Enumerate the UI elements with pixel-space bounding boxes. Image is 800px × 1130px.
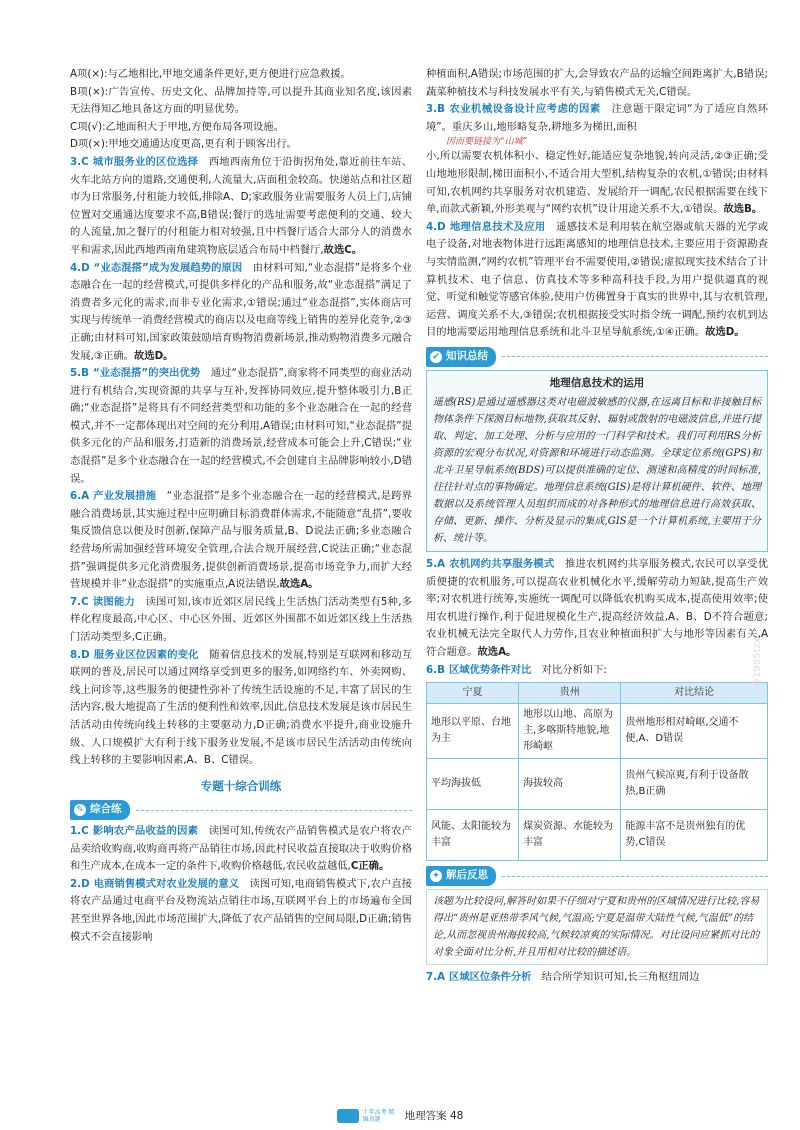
comp-answer-3: 3.B 农业机械设备设计应考虑的因素 注意题干限定词“为了适应自然环境”。重庆多山,地形略复杂,耕地多为梯田,面积 [426, 103, 769, 133]
key-point: 服务业区位因素的变化 [93, 648, 199, 661]
reflection-tag: ✦ 解后反思 [426, 866, 496, 886]
table-cell: 平均海拔低 [427, 759, 519, 810]
table-cell: 风能、太阳能较为丰富 [427, 810, 519, 861]
table-cell: 贵州气候凉爽,有利于设备散热,B正确 [621, 759, 768, 810]
page-footer [0, 1108, 800, 1123]
key-point: 影响农产品收益的因素 [92, 824, 199, 837]
leaf-icon: ✎ [74, 804, 86, 816]
key-point: 产业发展措施 [93, 490, 157, 503]
handwritten-note: 因而要链接为“山城” [446, 137, 528, 148]
option-a-analysis: A项(×):与乙地相比,甲地交通条件更好,更方便进行应急救援。 [70, 68, 351, 80]
answer-3: 3.C 城市服务业的区位选择 西地西南角位于沿街拐角处,靠近前往车站、火车北站方向的道路,交通便利,人流量大,店面租金较高。快递站点和社区超市为日常服务,付租能力较低,排除A、D;家政服务业需要服务人员上门,店铺位置对交通通达度要求不高,B错误;餐厅的选址需要考虑便利的交通、较大的人流量,加之餐厅的付租能力相对较强,且中档餐厅适合大部分人的消费水平和需求,因此西地西南角建筑物底层适合布局中档餐厅,故选C。 [70, 155, 412, 256]
watermark: @1985tzx [752, 637, 763, 688]
tag-row [70, 800, 412, 820]
table-cell: 地形以山地、高原为主,多喀斯特地貌,地形崎岖 [519, 704, 621, 759]
comp-answer-1: 1.C 影响农产品收益的因素 读图可知,传统农产品销售模式是农户将农产品卖给收购商,收购商再将产品销往市场,因此村民收益直接取决于收购价格和生产成本,在成本一定的条件下,收购价格越低,农民收益越低,C正确。 [70, 824, 412, 873]
page-number: 48 [449, 1110, 464, 1122]
divider [502, 356, 768, 357]
key-point: “业态混搭”成为发展趋势的原因 [93, 261, 243, 274]
table-row [427, 810, 768, 861]
key-point: 读图能力 [92, 595, 136, 608]
summary-title: 地理信息技术的运用 [549, 376, 645, 389]
table-row [427, 704, 768, 759]
tag-row [426, 347, 768, 367]
key-point: 农业机械设备设计应考虑的因素 [448, 103, 601, 116]
table-row [427, 759, 768, 810]
left-column [70, 66, 412, 946]
comp-answer-3-cont: 小,所以需要农机体积小、稳定性好,能适应复杂地貌,转向灵活,②③正确;受山地地形限制,梯田面积小,不适合用大型机,结构复杂的农机,①错误;由材料可知,农机网约共享服务对农机建造、发展给开一调配,农民根据需要在线下单,而款式新颖,外形美观与“网约农机”设计用途关系不大,①错误。故选B。 [426, 150, 768, 216]
table-header: 宁夏 [427, 683, 519, 704]
answer-7: 7.C 读图能力 读图可知,该市近郊区居民线上生活热门活动类型有5种,多样化程度最高,中心区、中心区外围、近郊区外围都不如近郊区线上生活热门活动类型多,C正确。 [70, 595, 413, 643]
comp-answer-4: 4.D 地理信息技术及应用 遥感技术是利用装在航空器或航天器的光学或电子设备,对地表物体进行远距离感知的地理信息技术,主要应用于资源勘查与实情监测,“网约农机”管理平台不需要使用,②错误;虚拟现实技术结合了计算机技术、电子信息、仿真技术等多种高科技手段,为用户提供逼真的视觉、听觉和触觉等感官体验,使用户仿佛置身于真实的世界中,其与农机管理,运营、调度关系不大,③错误;农机根据接受实时指令统一调配,预约农机到达目的地需要运用地理信息系统和北斗卫星导航系统,①④正确。故选D。 [426, 220, 769, 339]
table-cell: 贵州地形相对崎岖,交通不便,A、D错误 [621, 704, 768, 759]
key-point: 城市服务业的区位选择 [92, 155, 199, 168]
key-point: 农机网约共享服务模式 [449, 558, 555, 571]
right-column [426, 66, 768, 986]
footer-label: 地理答案 [404, 1110, 447, 1122]
book-icon: ✔ [430, 351, 442, 363]
comp-answer-5: 5.A 农机网约共享服务模式 推进农机网约共享服务模式,农民可以享受优质便捷的农机服务,可以提高农业机械化水平,缓解劳动力短缺,提高生产效率;对农机进行统筹,实施统一调配可以降低农机购买成本,提高使用效率;使用农机进行操作,利于促进规模化生产,提高经济效益,A、B、D不符合题意;农业机械无法完全取代人力劳作,且农业种植面积扩大与地形等因素有关,A符合题意。故选A。 [426, 558, 768, 659]
divider [502, 876, 768, 877]
comp-answer-2: 2.D 电商销售模式对农业发展的意义 读图可知,电商销售模式下,农户直接将农产品通过电商平台及物流站点销往市场,互联网平台上的市场遍布全国甚至世界各地,因此市场范围扩大,降低了农产品销售的空间局限,D正确;销售模式不会直接影响 [70, 877, 413, 943]
option-c-analysis: C项(√):乙地面积大于甲地,方便布局各项设施。 [70, 120, 284, 133]
key-point: 区域区位条件分析 [449, 970, 532, 983]
table-cell: 能源丰富不是贵州独有的优势,C错误 [621, 810, 768, 861]
divider [136, 810, 413, 811]
table-cell: 煤炭资源、水能较为丰富 [519, 810, 621, 861]
key-point: 区域优势条件对比 [448, 663, 532, 676]
table-cell: 海拔较高 [519, 759, 621, 810]
comp-answer-6: 6.B 区域优势条件对比 对比分析如下: [426, 663, 607, 676]
answer-5: 5.B “业态混搭”的突出优势 通过“业态混搭”,商家将不同类型的商业活动进行有机结合,实现资源的共享与互补,发挥协同效应,提升整体吸引力,B正确;“业态混搭”是将具有不同经营类型和功能的多个业态融合在一起的经营模式,并不一定都体现出对空间的充分利用,A错误;由材料可知,“业态混搭”提供多元化的产品和服务,打造新的消费场景,经营成本可能会上升,C错误;“业态混搭”是多个业态融合在一起的经营模式,不会创建自主品牌影响较小,D错误。 [70, 367, 412, 485]
comprehensive-tag: ✎ 综合练 [70, 800, 130, 820]
option-b-analysis: B项(×):广告宣传、历史文化、品牌加持等,可以提升其商业知名度,该因素无法得知乙地具备这方面的明显优势。 [70, 85, 412, 116]
table-header: 对比结论 [621, 683, 768, 704]
key-point: 电商销售模式对农业发展的意义 [93, 877, 240, 890]
comparison-table [426, 682, 768, 861]
publisher-logo-text: 十年高考 精编真题 [362, 1109, 395, 1123]
publisher-logo-icon [337, 1109, 359, 1123]
answer-8: 8.D 服务业区位因素的变化 随着信息技术的发展,特别是互联网和移动互联网的普及,居民可以通过网络享受到更多的服务,如网络约车、外卖网购、线上问诊等,这些服务的便捷性弥补了传统生活设施的不足,丰富了居民的生活内容,极大地提高了生活的便利性和效率,因此,信息技术发展是该市居民生活活动由传统向线上转移的主要驱动力,D正确;消费水平提升,商业设施升级、人口规模扩大有利于线下服务业发展,不是该市居民生活活动由传统向线上转移的主要影响因素,A、B、C错误。 [70, 648, 413, 767]
reflection-text: 该题为比较设问,解答时如果不仔细对宁夏和贵州的区域情况进行比较,容易得出“贵州是亚热带季风气候,气温高;宁夏是温带大陆性气候,气温低”的结论,从而忽视贵州海拔较高,气候较凉爽的实际情况。对比设问应紧抓对比的对象全面对比分析,并且用相对比较的描述语。 [426, 889, 768, 965]
answer-6: 6.A 产业发展措施 “业态混搭”是多个业态融合在一起的经营模式,是跨界融合消费场景,其实施过程中应明确目标消费群体需求,不能随意“乱搭”,要收集反馈信息以便及时创新,保障产品与服务质量,B、D说法正确;多业态融合经营场所需加强经营环境安全管理,合法合规开展经营,C说法正确;“业态混搭”强调提供多元化消费服务,提供创新消费场景,提高市场竞争力,而扩大经营规模并非“业态混搭”的实施重点,A说法错误,故选A。 [70, 490, 412, 591]
comp-answer-7: 7.A 区域区位条件分析 结合所学知识可知,长三角枢纽周边 [426, 970, 700, 983]
option-d-analysis: D项(×):甲地交通通达度更高,更有利于顾客出行。 [70, 138, 297, 151]
answer-4: 4.D “业态混搭”成为发展趋势的原因 由材料可知,“业态混搭”是将多个业态融合在一起的经营模式,可提供多样化的产品和服务,故“业态混搭”满足了消费者多元化的需求,而非专业化需求,①错误;通过“业态混搭”,实体商店可实现与传统单一消费经营模式的商店以及电商等线上销售的差异化竞争,②③正确;由材料可知,国家政策鼓励培育购物消费新场景,推动购物消费多元融合发展,③正确。故选D。 [70, 261, 412, 362]
comp-answer-2-cont: 种植面积,A错误;市场范围的扩大,会导致农产品的运输空间距离扩大,B错误;蔬菜种植技术与科技发展水平有关,与销售模式无关,C错误。 [426, 68, 768, 98]
knowledge-summary-box [426, 370, 768, 553]
table-cell: 地形以平原、台地为主 [427, 704, 519, 759]
key-point: “业态混搭”的突出优势 [92, 367, 201, 380]
table-header-row [427, 683, 768, 704]
summary-text: 遥感(RS)是通过遥感器这类对电磁波敏感的仪器,在远离目标和非接触目标物体条件下探测目标地物,获取其反射、辐射或散射的电磁波信息,并进行提取、判定、加工处理、分析与应用的一门科学和技术。我们可利用RS分析资源的宏观分布状况,对资源和环境进行动态监测。全球定位系统(GPS)和北斗卫星导航系统(BDS)可以提供准确的定位、测速和高精度的时间标准,往往针对点的事物确定。地理信息系统(GIS)是将计算机硬件、软件、地理数据以及系统管理人员组织而成的对各种形式的地理信息进行高效获取、存储、更新、操作、分析及显示的集成,GIS是一个计算机系统,主要用于分析、统计等。 [433, 397, 761, 545]
tag-row [426, 866, 768, 886]
section-title: 专题十综合训练 [200, 778, 282, 793]
key-point: 地理信息技术及应用 [449, 220, 546, 233]
lightbulb-icon: ✦ [430, 870, 442, 882]
table-header: 贵州 [519, 683, 621, 704]
knowledge-summary-tag: ✔ 知识总结 [426, 347, 496, 367]
